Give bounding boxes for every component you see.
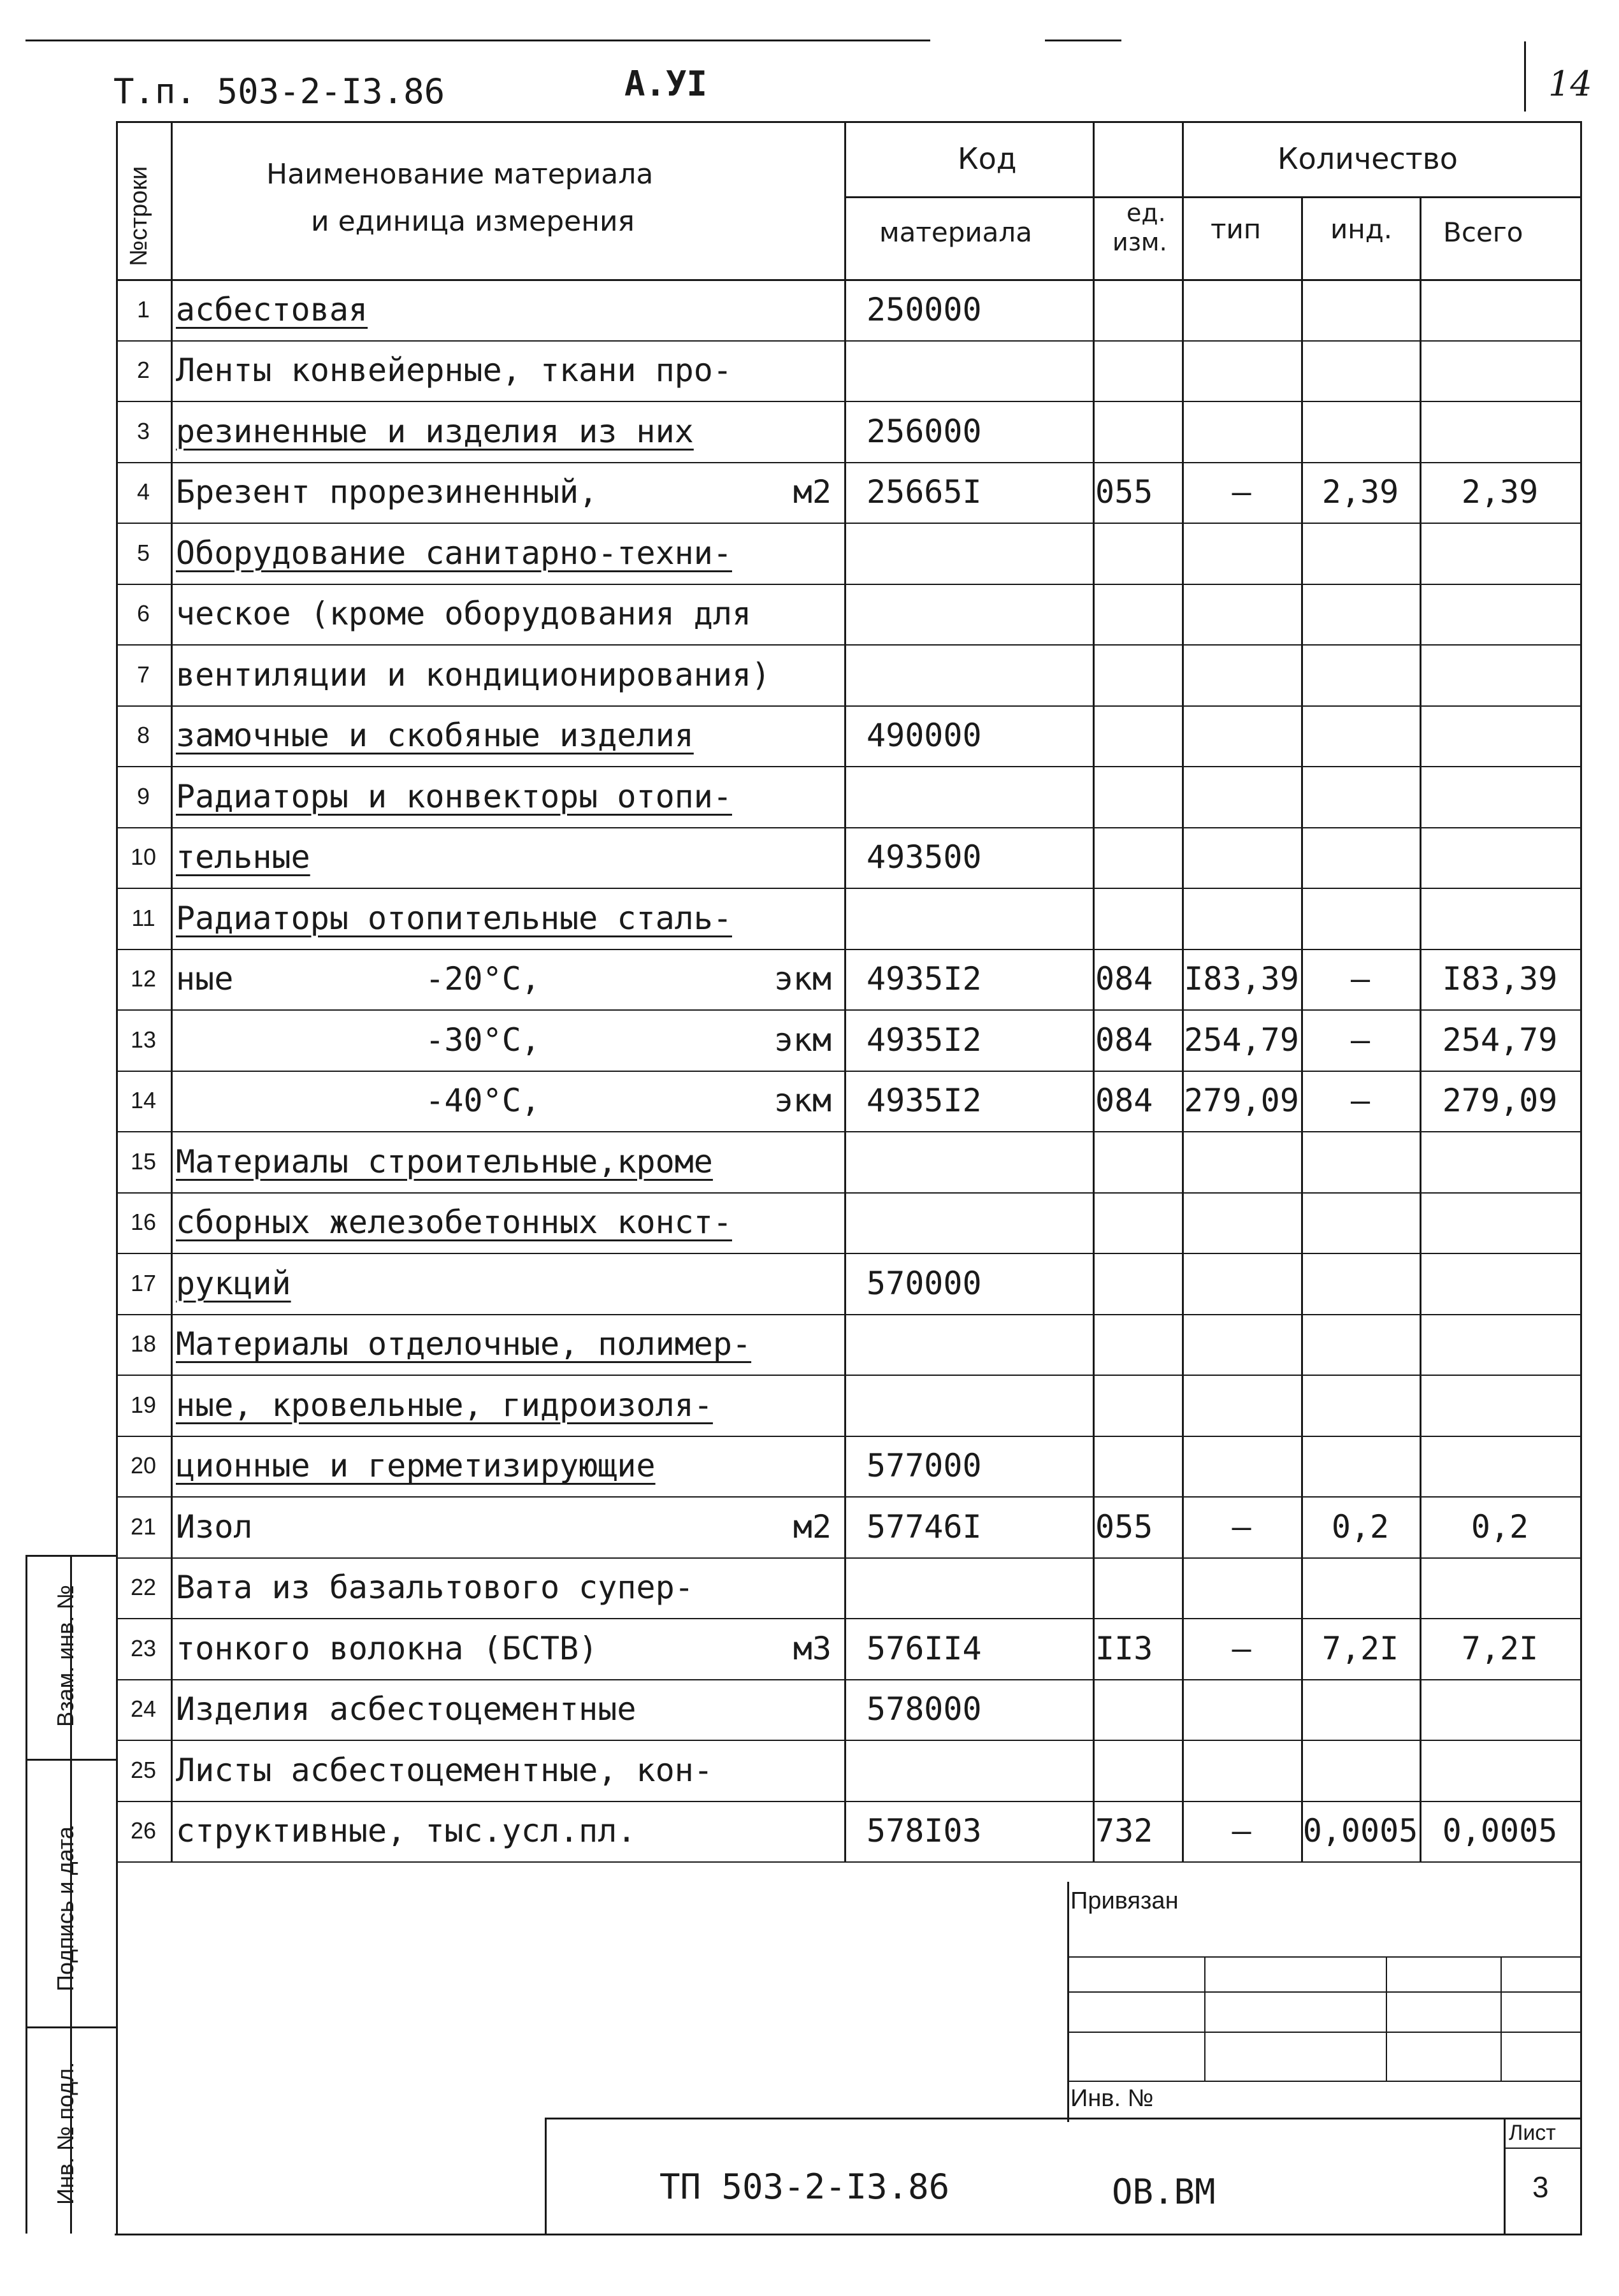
- qty-total: [1420, 827, 1580, 888]
- material-name: Брезент прорезиненный,: [176, 473, 598, 511]
- material-name: ционные и герметизирующие: [176, 1447, 656, 1485]
- header-bottom: [116, 279, 1580, 281]
- material-code: 4935I2: [867, 1021, 982, 1058]
- unit-code: [1095, 1314, 1182, 1375]
- col-unit: [1093, 121, 1095, 1861]
- stamp-row2: [1067, 1991, 1580, 1993]
- qty-total: [1420, 279, 1580, 340]
- stamp-privyazan: Привязан: [1070, 1888, 1179, 1914]
- row-line: [116, 1557, 1580, 1559]
- row-line: [116, 1740, 1580, 1741]
- unit-code: [1095, 1192, 1182, 1253]
- stamp-col-left: [1067, 1882, 1069, 2122]
- material-name: Радиаторы и конвекторы отопи-: [176, 777, 732, 815]
- unit-code: [1095, 1740, 1182, 1801]
- material-code: 490000: [867, 717, 982, 755]
- row-number: 22: [130, 1574, 157, 1601]
- row-line: [116, 462, 1580, 463]
- qty-ind: [1301, 705, 1420, 767]
- row-line: [116, 888, 1580, 889]
- qty-typ: [1182, 279, 1301, 340]
- qty-ind: [1301, 1131, 1420, 1192]
- material-name: ческое (кроме оборудования для: [176, 595, 752, 633]
- qty-total: 2,39: [1461, 473, 1539, 511]
- material-code: [867, 340, 1093, 401]
- qty-total: [1420, 1192, 1580, 1253]
- row-line: [116, 1314, 1580, 1315]
- qty-ind: [1301, 523, 1420, 584]
- qty-ind: [1301, 888, 1420, 949]
- qty-total: [1420, 401, 1580, 462]
- row-number: 8: [136, 722, 150, 749]
- qty-ind: [1301, 1436, 1420, 1497]
- row-line: [116, 1009, 1580, 1011]
- qty-ind: [1301, 584, 1420, 645]
- qty-total: [1420, 705, 1580, 767]
- material-name: замочные и скобяные изделия: [176, 717, 694, 755]
- side-podpis-data: Подпись и дата: [52, 1826, 78, 1991]
- header-name-line1: Наименование материала: [266, 158, 654, 191]
- unit-code: 084: [1095, 960, 1153, 998]
- unit-code: [1095, 584, 1182, 645]
- qty-ind: [1301, 1375, 1420, 1436]
- row-line: [116, 1801, 1580, 1802]
- material-name: Изделия асбестоцементные: [176, 1691, 637, 1728]
- material-name: тонкого волокна (БСТВ): [176, 1629, 598, 1667]
- material-code: 576II4: [867, 1629, 982, 1667]
- material-code: 578000: [867, 1691, 982, 1728]
- row-line: [116, 1861, 1580, 1863]
- stamp-doc-mark: ОВ.ВМ: [1112, 2172, 1216, 2212]
- material-name: структивные, тыс.усл.пл.: [176, 1812, 637, 1850]
- row-line: [116, 1375, 1580, 1376]
- qty-typ: [1182, 1436, 1301, 1497]
- qty-ind: [1301, 1314, 1420, 1375]
- list-col-left: [1504, 2118, 1506, 2234]
- qty-ind: [1301, 1253, 1420, 1314]
- material-name: вентиляции и кондиционирования): [176, 656, 771, 693]
- material-code: 57746I: [867, 1508, 982, 1545]
- material-code: [867, 523, 1093, 584]
- material-name: Материалы строительные,кроме: [176, 1143, 713, 1180]
- unit-label: [761, 401, 831, 462]
- row-number: 24: [130, 1696, 157, 1722]
- qty-ind: –: [1350, 1021, 1371, 1058]
- row-line: [116, 1436, 1580, 1437]
- qty-typ: [1182, 1740, 1301, 1801]
- qty-total: [1420, 1557, 1580, 1619]
- title-block-left: [545, 2118, 547, 2234]
- unit-label: [761, 1375, 831, 1436]
- row-line: [116, 340, 1580, 342]
- side-inv-podl: Инв. № подл.: [52, 2061, 78, 2205]
- material-name: резиненные и изделия из них: [176, 412, 694, 450]
- unit-label: [761, 279, 831, 340]
- unit-code: [1095, 827, 1182, 888]
- qty-total: [1420, 888, 1580, 949]
- header-mid: [844, 196, 1580, 198]
- material-code: [867, 1314, 1093, 1375]
- qty-typ: [1182, 1679, 1301, 1740]
- qty-total: 254,79: [1442, 1021, 1558, 1058]
- col-ind: [1301, 196, 1303, 1861]
- page-corner-number: 14: [1548, 64, 1592, 104]
- frame-bottom: [115, 2234, 1582, 2235]
- side-strip-outer: [25, 1555, 27, 2234]
- qty-typ: [1182, 1557, 1301, 1619]
- unit-code: 084: [1095, 1082, 1153, 1120]
- unit-label: [761, 1740, 831, 1801]
- header-code: Код: [958, 141, 1017, 176]
- qty-typ: [1182, 705, 1301, 767]
- unit-label: [761, 888, 831, 949]
- material-code: [867, 1740, 1093, 1801]
- unit-label: [761, 766, 831, 827]
- qty-typ: [1182, 1192, 1301, 1253]
- qty-typ: [1182, 888, 1301, 949]
- album-label: А.УI: [624, 64, 708, 104]
- qty-total: [1420, 1740, 1580, 1801]
- stamp-row1: [1067, 1956, 1580, 1958]
- stamp-doc-title: ТП 503-2-I3.86: [659, 2167, 950, 2207]
- unit-code: 732: [1095, 1812, 1153, 1850]
- material-name: рукций: [176, 1264, 291, 1302]
- unit-label: [761, 1314, 831, 1375]
- row-number: 20: [130, 1452, 157, 1479]
- material-name: -30°С,: [176, 1021, 540, 1058]
- stamp-list-label: Лист: [1509, 2121, 1556, 2145]
- qty-ind: [1301, 401, 1420, 462]
- material-code: 570000: [867, 1264, 982, 1302]
- unit-label: [761, 827, 831, 888]
- qty-ind: [1301, 1192, 1420, 1253]
- qty-ind: 0,0005: [1302, 1812, 1418, 1850]
- unit-label: [761, 705, 831, 767]
- row-number: 16: [130, 1209, 157, 1236]
- unit-label: м3: [793, 1629, 831, 1667]
- doc-code: Т.п. 503-2-I3.86: [113, 71, 445, 112]
- header-typ: тип: [1211, 213, 1262, 245]
- stamp-row3: [1067, 2032, 1580, 2033]
- qty-typ: 279,09: [1184, 1082, 1299, 1120]
- material-name: Материалы отделочные, полимер-: [176, 1325, 752, 1363]
- stamp-col2: [1386, 1956, 1387, 2081]
- qty-total: [1420, 1436, 1580, 1497]
- row-number: 10: [130, 844, 157, 870]
- unit-label: экм: [774, 1082, 831, 1120]
- row-line: [116, 766, 1580, 767]
- qty-total: [1420, 1131, 1580, 1192]
- row-number: 2: [136, 357, 150, 384]
- unit-label: [761, 1253, 831, 1314]
- unit-label: [761, 644, 831, 705]
- row-number: 17: [130, 1269, 157, 1296]
- row-number: 25: [130, 1756, 157, 1783]
- header-row-number: №строки: [126, 166, 152, 266]
- row-number: 18: [130, 1331, 157, 1357]
- unit-code: [1095, 888, 1182, 949]
- unit-code: [1095, 340, 1182, 401]
- unit-code: [1095, 1557, 1182, 1619]
- stamp-col1: [1204, 1956, 1205, 2081]
- material-code: 4935I2: [867, 1082, 982, 1120]
- header-unit-line1: ед.: [1126, 199, 1166, 227]
- qty-typ: [1182, 644, 1301, 705]
- col-name: [171, 121, 173, 1861]
- frame-right: [1580, 121, 1582, 2234]
- material-code: [867, 1557, 1093, 1619]
- material-code: 493500: [867, 839, 982, 876]
- unit-label: экм: [774, 960, 831, 998]
- unit-code: [1095, 279, 1182, 340]
- qty-typ: [1182, 340, 1301, 401]
- unit-code: [1095, 401, 1182, 462]
- material-code: 250000: [867, 291, 982, 328]
- header-total: Всего: [1443, 217, 1523, 248]
- row-number: 4: [136, 479, 150, 505]
- material-name: асбестовая: [176, 291, 368, 328]
- header-material: материала: [879, 217, 1033, 248]
- qty-total: I83,39: [1442, 960, 1558, 998]
- row-number: 13: [130, 1026, 157, 1053]
- qty-typ: [1182, 1314, 1301, 1375]
- unit-code: [1095, 1375, 1182, 1436]
- stamp-col3: [1500, 1956, 1502, 2081]
- side-vzam-inv: Взам. инв. №: [52, 1584, 78, 1727]
- material-code: 256000: [867, 412, 982, 450]
- row-line: [116, 523, 1580, 524]
- unit-label: [761, 1436, 831, 1497]
- qty-ind: 7,2I: [1321, 1629, 1399, 1667]
- row-number: 19: [130, 1391, 157, 1418]
- material-name: ные, кровельные, гидроизоля-: [176, 1386, 713, 1424]
- frame-left: [116, 121, 118, 2234]
- qty-total: 0,2: [1471, 1508, 1529, 1545]
- qty-ind: 2,39: [1321, 473, 1399, 511]
- material-code: [867, 1131, 1093, 1192]
- col-total: [1420, 196, 1421, 1861]
- unit-code: 055: [1095, 1508, 1153, 1545]
- row-line: [116, 1496, 1580, 1498]
- qty-typ: 254,79: [1184, 1021, 1299, 1058]
- material-name: Вата из базальтового супер-: [176, 1569, 694, 1606]
- unit-label: [761, 1192, 831, 1253]
- unit-code: II3: [1095, 1629, 1153, 1667]
- row-line: [116, 1679, 1580, 1680]
- row-number: 6: [136, 600, 150, 627]
- qty-total: 0,0005: [1442, 1812, 1558, 1850]
- row-number: 21: [130, 1513, 157, 1540]
- row-line: [116, 401, 1580, 402]
- material-code: 577000: [867, 1447, 982, 1485]
- qty-total: [1420, 1375, 1580, 1436]
- material-name: Изол: [176, 1508, 253, 1545]
- row-line: [116, 584, 1580, 585]
- unit-code: [1095, 1131, 1182, 1192]
- material-name: Листы асбестоцементные, кон-: [176, 1751, 713, 1789]
- stamp-inv-no: Инв. №: [1070, 2085, 1154, 2112]
- frame-top: [116, 121, 1580, 123]
- unit-label: м2: [793, 1508, 831, 1545]
- row-number: 7: [136, 661, 150, 688]
- header-unit-line2: изм.: [1112, 228, 1167, 256]
- material-name: Радиаторы отопительные сталь-: [176, 899, 732, 937]
- side-strip-div2: [25, 2026, 116, 2028]
- qty-total: [1420, 1314, 1580, 1375]
- qty-typ: [1182, 1253, 1301, 1314]
- qty-ind: [1301, 644, 1420, 705]
- material-code: 25665I: [867, 473, 982, 511]
- qty-total: [1420, 523, 1580, 584]
- row-number: 1: [136, 296, 150, 322]
- header-name-line2: и единица измерения: [311, 205, 635, 238]
- material-code: 578I03: [867, 1812, 982, 1850]
- unit-code: [1095, 766, 1182, 827]
- qty-ind: [1301, 340, 1420, 401]
- material-name: ные -20°С,: [176, 960, 540, 998]
- row-line: [116, 705, 1580, 707]
- row-line: [116, 1192, 1580, 1194]
- qty-typ: –: [1232, 473, 1251, 511]
- header-quantity: Количество: [1277, 141, 1458, 176]
- row-number: 9: [136, 783, 150, 809]
- qty-total: [1420, 766, 1580, 827]
- qty-total: [1420, 584, 1580, 645]
- row-line: [116, 1071, 1580, 1072]
- material-name: тельные: [176, 839, 310, 876]
- unit-code: [1095, 644, 1182, 705]
- qty-total: 279,09: [1442, 1082, 1558, 1120]
- material-name: сборных железобетонных конст-: [176, 1204, 732, 1241]
- qty-typ: –: [1232, 1508, 1251, 1545]
- qty-typ: [1182, 766, 1301, 827]
- qty-total: [1420, 1253, 1580, 1314]
- row-line: [116, 1253, 1580, 1254]
- qty-ind: [1301, 1557, 1420, 1619]
- row-number: 12: [130, 965, 157, 992]
- row-line: [116, 1618, 1580, 1619]
- unit-label: [761, 1131, 831, 1192]
- material-code: [867, 888, 1093, 949]
- header-ind: инд.: [1330, 213, 1393, 245]
- qty-typ: [1182, 401, 1301, 462]
- unit-label: экм: [774, 1021, 831, 1058]
- material-code: [867, 584, 1093, 645]
- col-typ: [1182, 121, 1184, 1861]
- unit-label: [761, 584, 831, 645]
- qty-ind: [1301, 827, 1420, 888]
- qty-total: [1420, 1679, 1580, 1740]
- side-strip-top: [25, 1555, 116, 1557]
- qty-total: [1420, 644, 1580, 705]
- qty-typ: [1182, 1131, 1301, 1192]
- unit-label: [761, 1679, 831, 1740]
- qty-typ: –: [1232, 1629, 1251, 1667]
- material-name: -40°С,: [176, 1082, 540, 1120]
- material-code: [867, 644, 1093, 705]
- unit-label: [761, 523, 831, 584]
- list-col-mid: [1504, 2148, 1580, 2149]
- material-code: [867, 1375, 1093, 1436]
- unit-label: [761, 1801, 831, 1862]
- side-strip-div1: [25, 1759, 116, 1761]
- row-number: 15: [130, 1148, 157, 1174]
- unit-code: [1095, 1436, 1182, 1497]
- material-code: [867, 1192, 1093, 1253]
- qty-typ: [1182, 827, 1301, 888]
- qty-typ: –: [1232, 1812, 1251, 1850]
- unit-code: [1095, 523, 1182, 584]
- stamp-list-number: 3: [1532, 2170, 1549, 2204]
- qty-typ: [1182, 1375, 1301, 1436]
- qty-ind: [1301, 766, 1420, 827]
- row-number: 11: [131, 904, 155, 931]
- qty-ind: –: [1350, 960, 1371, 998]
- unit-label: [761, 340, 831, 401]
- row-number: 3: [136, 417, 150, 444]
- row-number: 26: [130, 1817, 157, 1844]
- material-code: [867, 766, 1093, 827]
- qty-total: 7,2I: [1461, 1629, 1539, 1667]
- unit-code: 084: [1095, 1021, 1153, 1058]
- unit-code: [1095, 705, 1182, 767]
- row-number: 14: [130, 1087, 157, 1114]
- material-name: Оборудование санитарно-техни-: [176, 534, 732, 572]
- qty-ind: [1301, 1740, 1420, 1801]
- unit-label: [761, 1557, 831, 1619]
- row-line: [116, 949, 1580, 950]
- qty-ind: –: [1350, 1082, 1371, 1120]
- unit-code: [1095, 1679, 1182, 1740]
- row-line: [116, 827, 1580, 828]
- qty-ind: [1301, 1679, 1420, 1740]
- qty-ind: 0,2: [1331, 1508, 1390, 1545]
- unit-label: м2: [793, 473, 831, 511]
- col-code: [844, 121, 846, 1861]
- row-number: 23: [130, 1635, 157, 1661]
- stamp-row4: [1067, 2081, 1580, 2082]
- row-line: [116, 644, 1580, 646]
- material-name: Ленты конвейерные, ткани про-: [176, 352, 732, 389]
- qty-ind: [1301, 279, 1420, 340]
- qty-typ: [1182, 584, 1301, 645]
- qty-typ: I83,39: [1184, 960, 1299, 998]
- row-number: 5: [136, 539, 150, 566]
- unit-code: 055: [1095, 473, 1153, 511]
- row-line: [116, 1131, 1580, 1132]
- title-block-top: [545, 2118, 1580, 2119]
- qty-total: [1420, 340, 1580, 401]
- unit-code: [1095, 1253, 1182, 1314]
- qty-typ: [1182, 523, 1301, 584]
- material-code: 4935I2: [867, 960, 982, 998]
